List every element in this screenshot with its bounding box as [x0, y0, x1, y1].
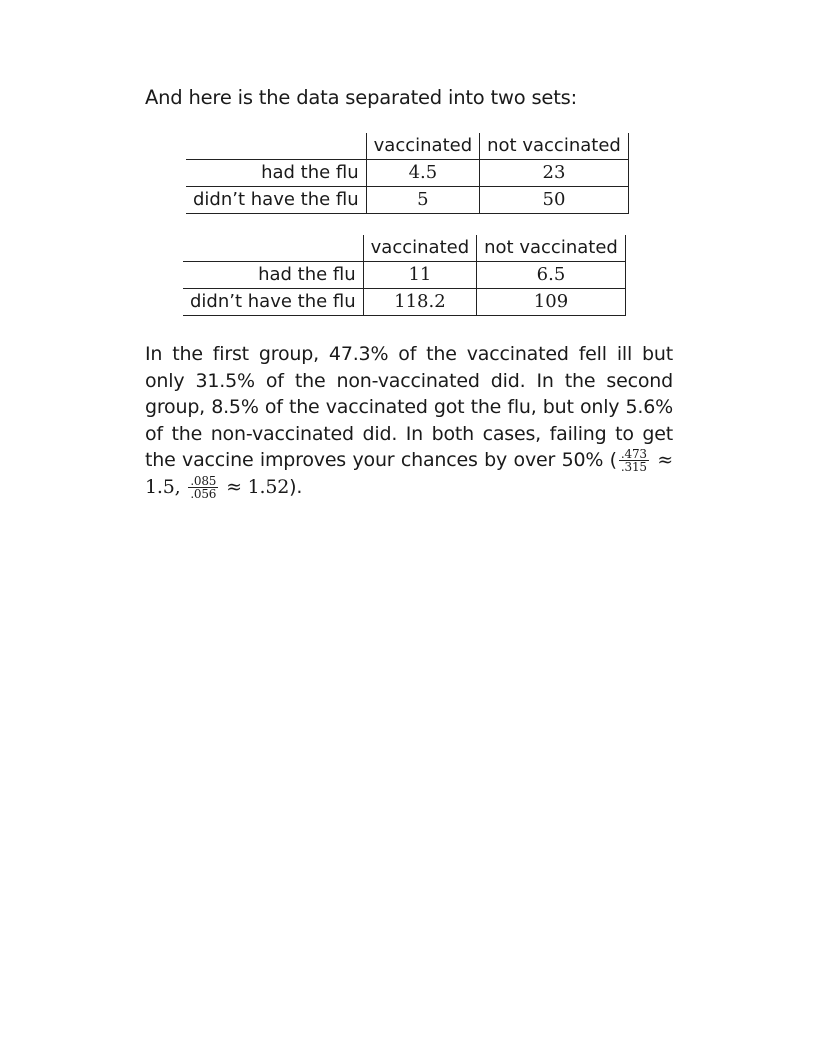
table-header-row — [186, 133, 628, 160]
table-row — [186, 160, 628, 187]
table-row — [183, 289, 625, 316]
table-cell: 5 — [366, 187, 479, 214]
approx-second: ≈ 1.52 — [220, 475, 290, 498]
table-cell: 50 — [480, 187, 629, 214]
fraction-second — [188, 475, 218, 500]
conclusion-paragraph — [145, 341, 673, 500]
paragraph-text: In the first group, 47.3% of the vaccinated fell ill but only 31.5% of the non-vaccinated did. In the second group, 8.5% of the vaccinated got the flu, but only 5.6% of the non-vaccinated did. In both cases, failing to get the vaccine improves your chances by over 50% ( — [145, 343, 673, 471]
table-cell: 11 — [363, 262, 476, 289]
table-row — [183, 262, 625, 289]
table-cell: 109 — [477, 289, 626, 316]
data-table-set-1 — [186, 133, 629, 214]
table-cell: 4.5 — [366, 160, 479, 187]
row-label: had the flu — [183, 262, 363, 289]
table-cell: 6.5 — [477, 262, 626, 289]
table-row — [186, 187, 628, 214]
table-header-row — [183, 235, 625, 262]
column-header: not vaccinated — [477, 235, 626, 262]
approx-first: ≈ 1.5, — [145, 449, 674, 498]
intro-text: And here is the data separated into two sets: — [145, 86, 577, 109]
fraction-numerator: .085 — [190, 473, 217, 488]
paragraph-end: ). — [289, 475, 303, 498]
column-header: not vaccinated — [480, 133, 629, 160]
table-cell: 118.2 — [363, 289, 476, 316]
column-header: vaccinated — [363, 235, 476, 262]
row-label: didn’t have the flu — [186, 187, 366, 214]
table-cell: 23 — [480, 160, 629, 187]
column-header: vaccinated — [366, 133, 479, 160]
data-table-set-2 — [183, 235, 626, 316]
fraction-numerator: .473 — [620, 447, 647, 461]
fraction-denominator: .315 — [620, 460, 647, 474]
fraction-denominator: .056 — [190, 486, 217, 501]
row-label: didn’t have the flu — [183, 289, 363, 316]
fraction-first — [619, 448, 649, 473]
row-label: had the flu — [186, 160, 366, 187]
